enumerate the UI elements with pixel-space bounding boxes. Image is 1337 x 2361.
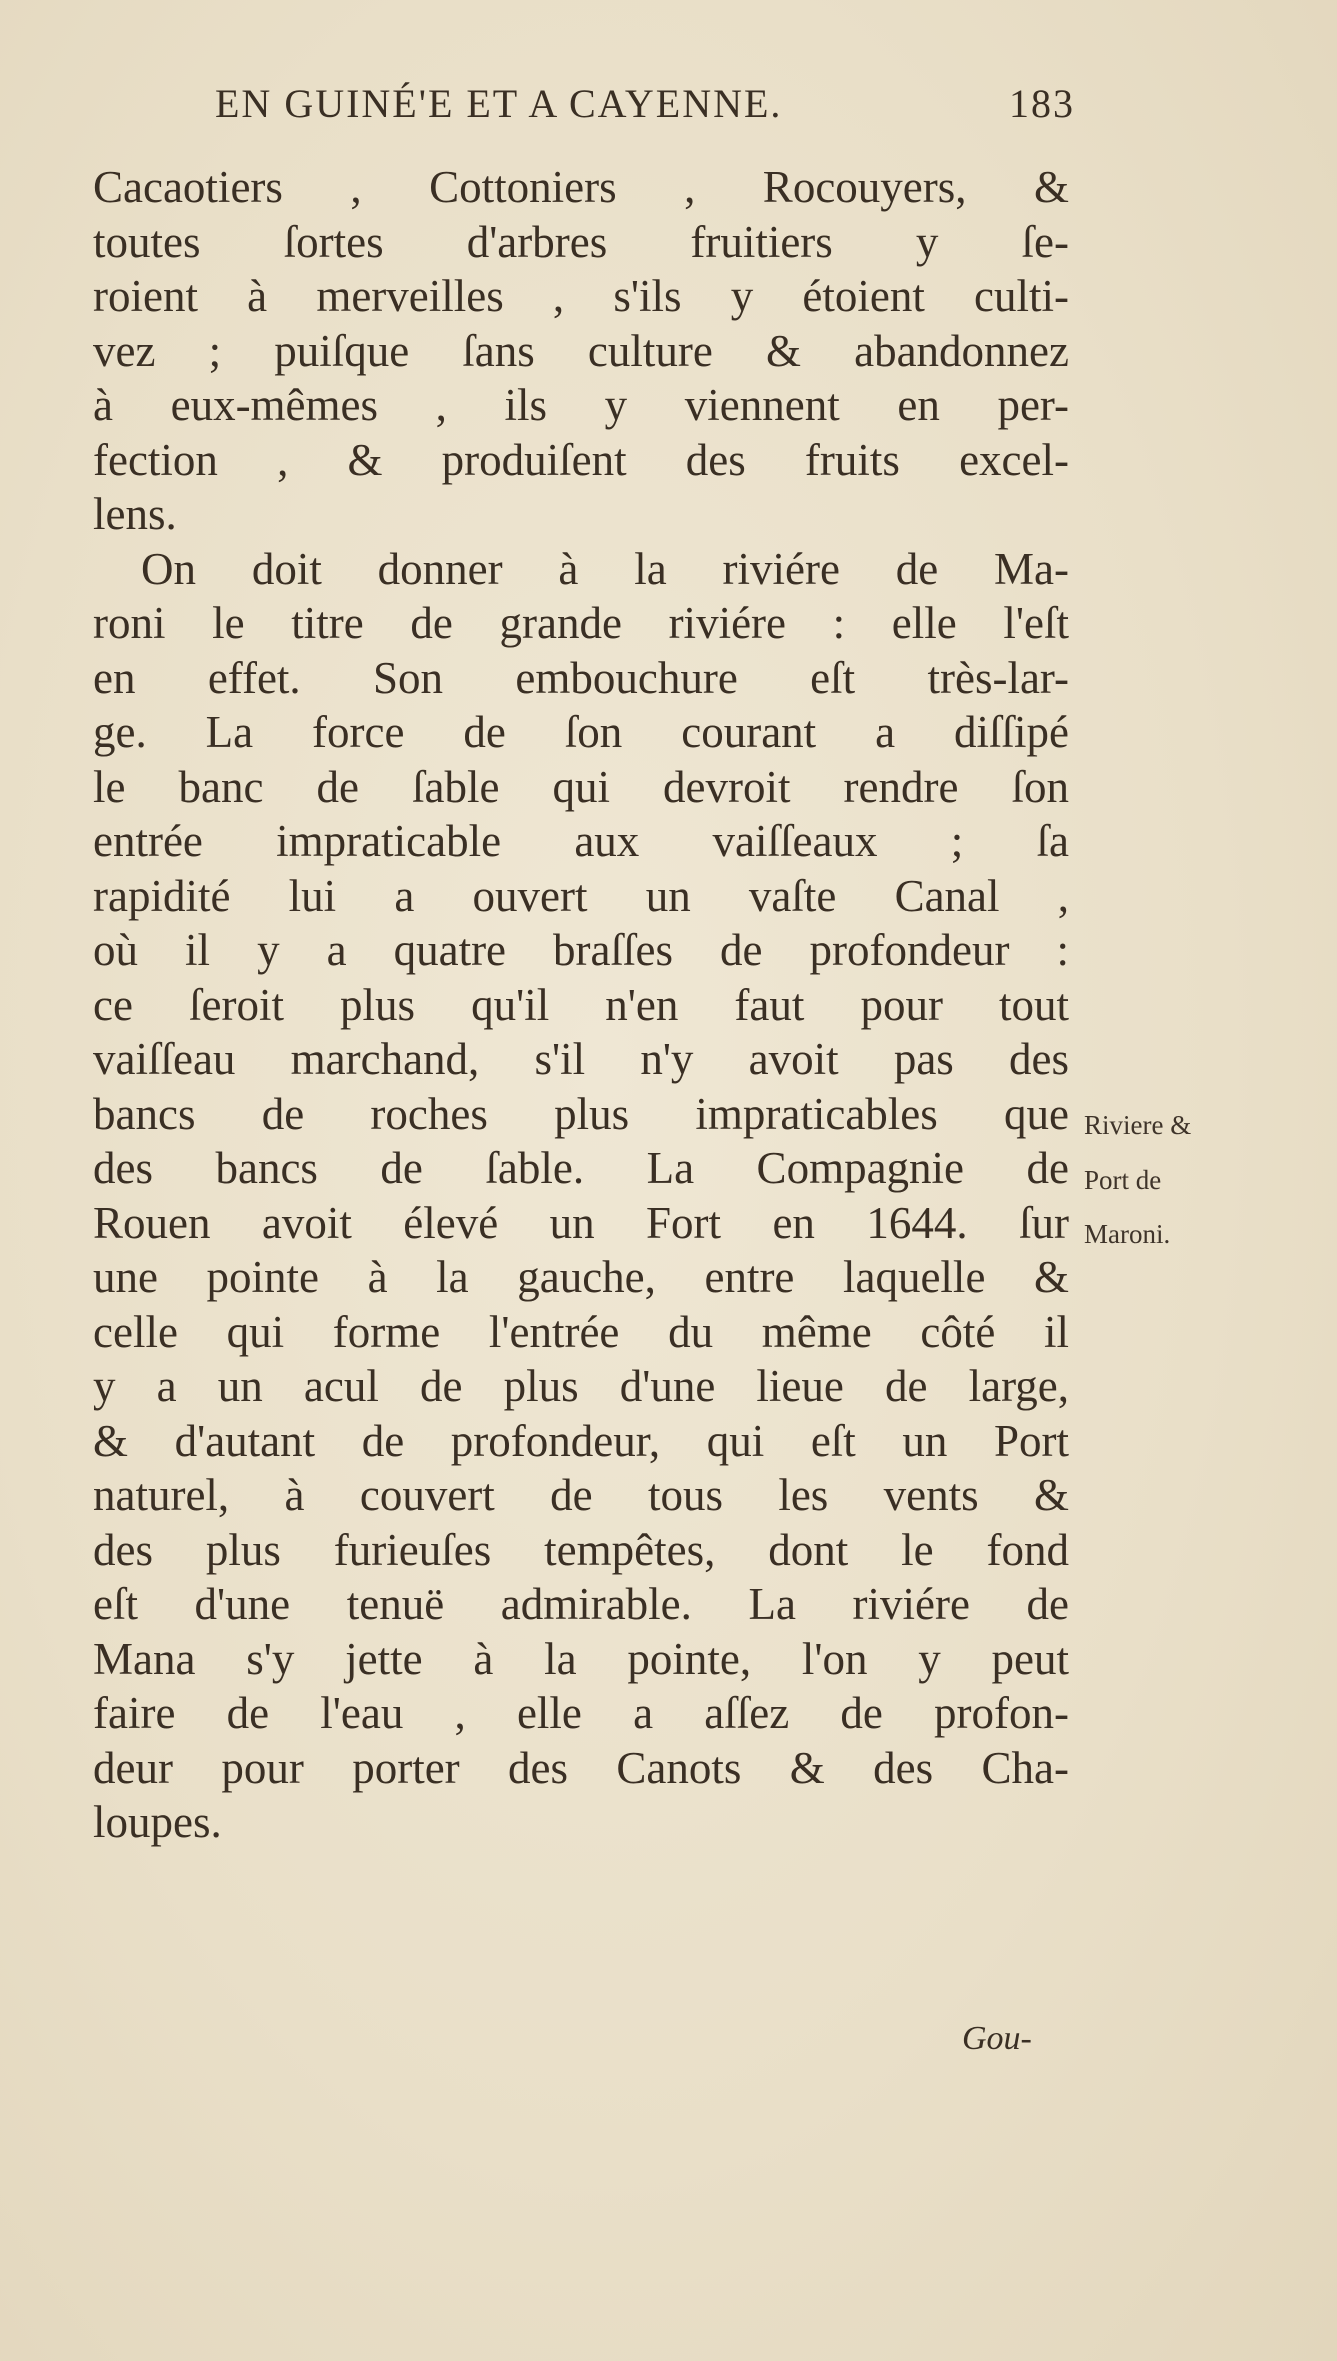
text-line: deur pour porter des Canots & des Cha- bbox=[93, 1742, 1069, 1793]
text-line: rapidité lui a ouvert un vaſte Canal , bbox=[93, 870, 1069, 921]
text-line: faire de l'eau , elle a aſſez de profon- bbox=[93, 1688, 1069, 1738]
text-line: où il y a quatre braſſes de profondeur : bbox=[93, 925, 1069, 975]
text-line: à eux-mêmes , ils y viennent en per- bbox=[93, 380, 1069, 430]
body-text bbox=[93, 160, 1069, 1850]
text-line: On doit donner à la riviére de Ma- bbox=[141, 543, 1069, 594]
text-line: Mana s'y jette à la pointe, l'on y peut bbox=[93, 1633, 1069, 1684]
text-line: lens. bbox=[93, 489, 177, 539]
text-line: Rouen avoit élevé un Fort en 1644. ſur bbox=[93, 1197, 1069, 1248]
margin-note bbox=[1084, 1098, 1191, 1262]
text-line: des plus furieuſes tempêtes, dont le fond bbox=[93, 1524, 1069, 1575]
running-header bbox=[215, 80, 1075, 127]
text-line: des bancs de ſable. La Compagnie de bbox=[93, 1143, 1069, 1193]
text-line: loupes. bbox=[93, 1797, 222, 1847]
page-number: 183 bbox=[1009, 81, 1075, 126]
text-line: toutes ſortes d'arbres fruitiers y ſe- bbox=[93, 216, 1069, 267]
text-line: vez ; puiſque ſans culture & abandonnez bbox=[93, 325, 1069, 376]
text-line: roient à merveilles , s'ils y étoient culti- bbox=[93, 271, 1069, 321]
text-line: fection , & produiſent des fruits excel- bbox=[93, 434, 1069, 485]
margin-note-line: Port de bbox=[1084, 1164, 1162, 1195]
text-line: Cacaotiers , Cottoniers , Rocouyers, & bbox=[93, 162, 1069, 212]
text-line: & d'autant de profondeur, qui eſt un Port bbox=[93, 1415, 1069, 1466]
text-line: en effet. Son embouchure eſt très-lar- bbox=[93, 652, 1069, 703]
margin-note-line: Maroni. bbox=[1084, 1219, 1171, 1249]
margin-note-line: Riviere & bbox=[1084, 1110, 1192, 1140]
text-line: y a un acul de plus d'une lieue de large, bbox=[93, 1361, 1069, 1411]
text-line: vaiſſeau marchand, s'il n'y avoit pas des bbox=[93, 1034, 1069, 1084]
text-line: naturel, à couvert de tous les vents & bbox=[93, 1470, 1069, 1520]
text-line: une pointe à la gauche, entre laquelle & bbox=[93, 1252, 1069, 1302]
text-line: roni le titre de grande riviére : elle l'eſt bbox=[93, 598, 1069, 648]
text-line: bancs de roches plus impraticables que bbox=[93, 1088, 1069, 1139]
text-line: entrée impraticable aux vaiſſeaux ; ſa bbox=[93, 816, 1069, 866]
text-line: eſt d'une tenuë admirable. La riviére de bbox=[93, 1579, 1069, 1629]
text-line: le banc de ſable qui devroit rendre ſon bbox=[93, 761, 1069, 812]
text-line: celle qui forme l'entrée du même côté il bbox=[93, 1306, 1069, 1357]
running-title: EN GUINÉ'E ET A CAYENNE. bbox=[215, 81, 783, 126]
text-line: ge. La force de ſon courant a diſſipé bbox=[93, 707, 1069, 757]
text-line: ce ſeroit plus qu'il n'en faut pour tout bbox=[93, 979, 1069, 1030]
catchword: Gou- bbox=[962, 2020, 1032, 2057]
